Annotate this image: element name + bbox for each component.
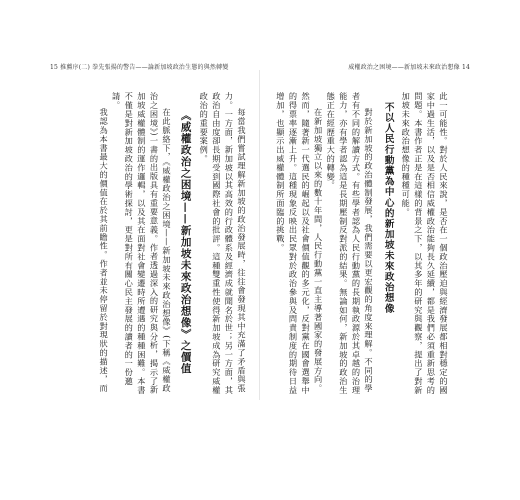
left-page (98, 92, 248, 397)
left-intro-paragraph: 每當我們嘗試理解新加坡的政治發展時，往往會發現其中充滿了矛盾與張力。一方面，新加坡以其高效的行政體系及經濟成就聞名於世；另一方面，其政治自由度卻長期受到國際社會的批評。這種雙重性使得新加坡成為研究威權政治的重要案例。 (199, 92, 247, 395)
right-paragraph (272, 92, 274, 397)
left-section-heading: 《威權政治之困境——新加坡未來政治想像》之價值 (179, 110, 192, 375)
left-paragraph: 我認為本書最大的價值在於其前瞻性。作者並未停留於對現狀的描述，而 (99, 108, 110, 394)
right-page (272, 92, 450, 397)
left-page-text (98, 92, 248, 397)
right-paragraph: 對於新加坡的政治體制發展，我們需要以更宏觀的角度來理解。不同的學者有不同的解讀方式。有些學者認為人民行動黨的長期執政源於其卓越的治理能力，亦有學者認為這是長期壓制反對派的結果。無論如何，新加坡的政治生態正在經歷重大的轉變。 (326, 92, 375, 395)
right-page-text (272, 92, 450, 397)
page-gutter (259, 70, 260, 400)
right-continued-paragraph: 此一可能性。對於人民來說，是否在一個政治壓迫與經濟發展都相對穩定的國家中過生活，以及是否相信威權政治能夠長久延續，都是我們必須重新思考的問題。本書作者正是在這樣的背景之下，以其多年的研究與觀察，提出了對新加坡未來政治想像的種種可能。 (401, 92, 449, 395)
running-header-left: 15 推薦序(二) 拳先張揚的警告——論新加坡政治生態的與然轉變 (50, 64, 229, 71)
right-paragraph: 在新加坡獨立以來的數十年間，人民行動黨一直主導著國家的發展方向。然而，隨著新一代選民的崛起以及社會價值觀的多元化，反對黨在國會選舉中的得票率逐漸上升。這種現象反映出民眾對於政治參與及問責制度的期待日益增加，也顯示出威權體制所面臨的挑戰。 (275, 92, 324, 395)
left-paragraph: 在此脈絡下，《威權政治之困境——新加坡未來政治想像》(下稱《威權政治之困境》)一書的出版具有重要意義。作者透過深入的研究與分析，揭示了新加坡威權體制的運作邏輯，以及其在面對社會變遷時所遭遇的種種困難。本書不僅是對新加坡政治的學術探討，更是對所有關心民主發展的讀者的一份邀請。 (111, 92, 173, 395)
right-section-heading: 不以人民行動黨為中心的新加坡未來政治想像 (382, 102, 394, 314)
running-header-right: 威權政治之困境——新加坡未來政治想像 14 (348, 64, 470, 71)
